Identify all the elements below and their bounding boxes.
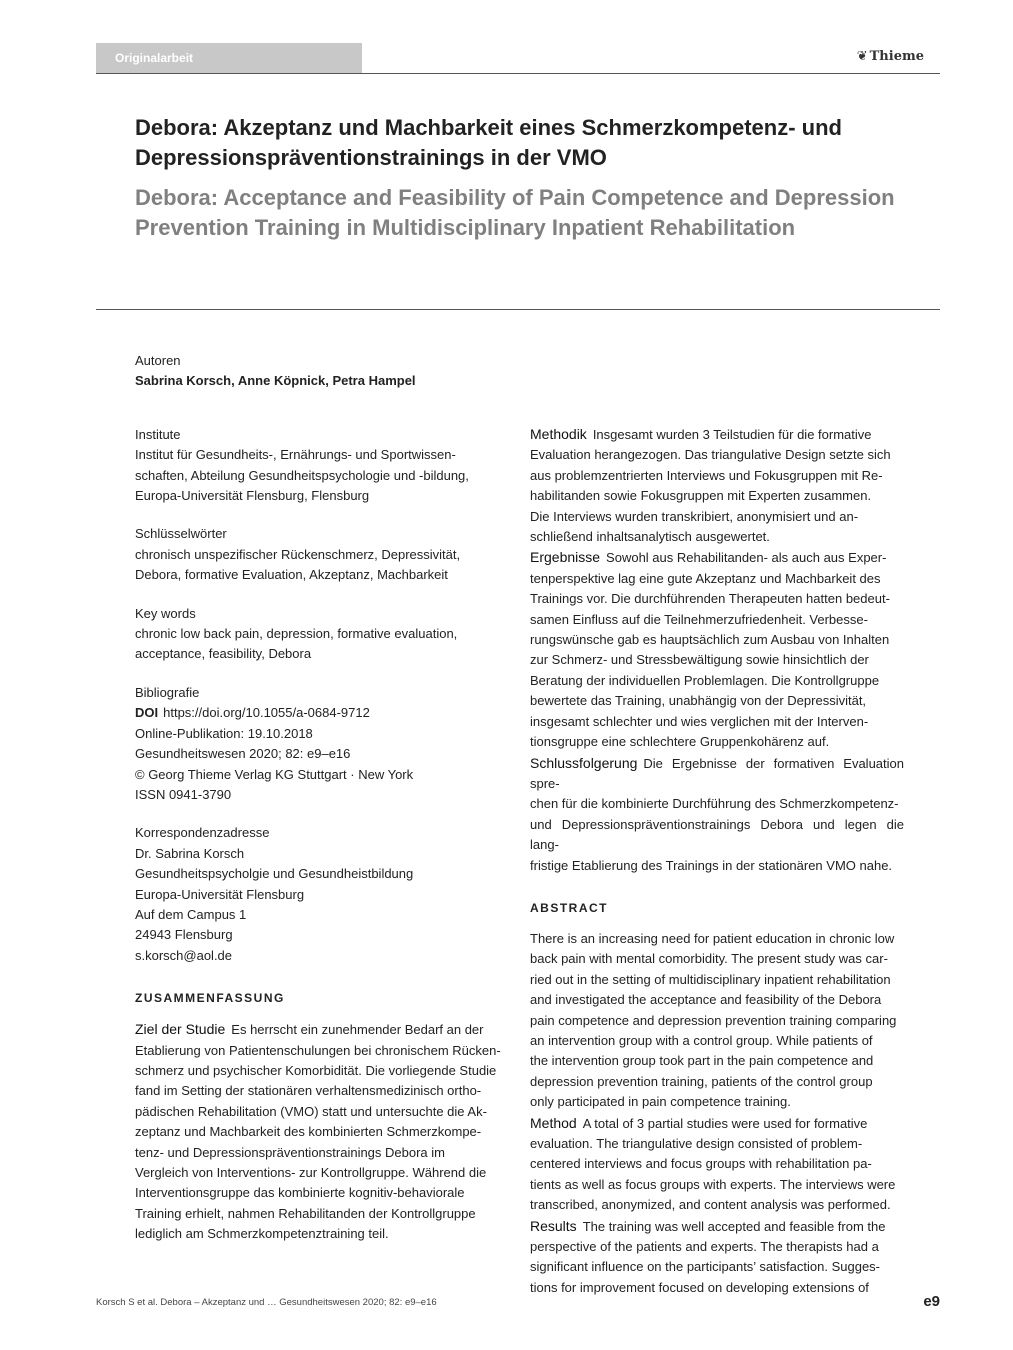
abstract-line: and investigated the acceptance and feasibility of the Debora — [530, 992, 882, 1008]
title-german: Debora: Akzeptanz und Machbarkeit eines Schmerzkompetenz- und Depressionspräventionstrainings in der VMO — [135, 115, 842, 170]
doi-link[interactable]: https://doi.org/10.1055/a-0684-9712 — [163, 705, 370, 721]
ergebnisse-line: bewertete das Training, unabhängig von der Depressivität, — [530, 693, 867, 709]
abstract-intro-paragraph — [530, 929, 904, 1113]
ergebnisse-line: Beratung der individuellen Problemlagen. Die Kontrollgruppe — [530, 672, 880, 688]
keywords-de-label: Schlüsselwörter — [135, 526, 227, 542]
methodik-line: Evaluation herangezogen. Das triangulative Design setzte sich — [530, 447, 891, 463]
bibliography-line: Online-Publikation: 19.10.2018 — [135, 725, 313, 741]
correspondence-label: Korrespondenzadresse — [135, 825, 270, 841]
correspondence-line: Gesundheitspsycholgie und Gesundheistbildung — [135, 866, 414, 882]
schluss-line: fristige Etablierung des Trainings in der stationären VMO nahe. — [530, 857, 893, 873]
schluss-line: Die Ergebnisse der formativen Evaluation spre- — [530, 755, 904, 791]
ergebnisse-label: Ergebnisse — [530, 549, 601, 566]
ergebnisse-line: insgesamt schlechter und wies verglichen mit der Interven- — [530, 713, 869, 729]
institute-line: schaften, Abteilung Gesundheitspsychologie und -bildung, — [135, 467, 469, 483]
ergebnisse-line: tenperspektive lag eine gute Akzeptanz und Machbarkeit des — [530, 570, 881, 586]
correspondence-line: 24943 Flensburg — [135, 927, 233, 943]
keywords-de-line: Debora, formative Evaluation, Akzeptanz, Machbarkeit — [135, 567, 448, 583]
publisher-brand — [857, 48, 924, 66]
abstract-line: back pain with mental comorbidity. The present study was car- — [530, 951, 888, 967]
doi-label: DOI — [135, 705, 159, 721]
ziel-line: Vergleich von Interventions- zur Kontrollgruppe. Während die — [135, 1165, 487, 1180]
methodik-paragraph — [530, 424, 904, 547]
page-number: e9 — [923, 1293, 940, 1310]
correspondence-line: Dr. Sabrina Korsch — [135, 845, 245, 861]
abstract-line: There is an increasing need for patient education in chronic low — [530, 930, 895, 946]
ergebnisse-line: zur Schmerz- und Stressbewältigung sowie hinsichtlich der — [530, 652, 869, 668]
category-label: Originalarbeit — [96, 43, 362, 73]
results-label: Results — [530, 1217, 577, 1234]
doi-line — [135, 703, 510, 723]
methodik-line: aus problemzentrierten Interviews und Fokusgruppen mit Re- — [530, 467, 883, 483]
header-divider — [96, 73, 940, 74]
keywords-en-label: Key words — [135, 605, 196, 621]
abstract-line: depression prevention training, patients of the control group — [530, 1073, 873, 1089]
title-english: Debora: Acceptance and Feasibility of Pain Competence and Depression Prevention Training in Multidisciplinary Inpatient Rehabilitation — [135, 185, 895, 240]
abstract-line: the intervention group took part in the pain competence and — [530, 1053, 874, 1069]
methodik-line: habilitanden sowie Fokusgruppen mit Experten zusammen. — [530, 488, 872, 504]
results-line: perspective of the patients and experts. The therapists had a — [530, 1239, 879, 1255]
bibliography-line: © Georg Thieme Verlag KG Stuttgart · New York — [135, 766, 414, 782]
schluss-line: chen für die kombinierte Durchführung des Schmerzkompetenz- — [530, 796, 899, 812]
ergebnisse-line: tionsgruppe eine schlechtere Gruppenkohärenz auf. — [530, 734, 830, 750]
methodik-line: Die Interviews wurden transkribiert, anonymisiert und an- — [530, 508, 859, 524]
ergebnisse-line: Trainings vor. Die durchführenden Therapeuten hatten bedeut- — [530, 591, 890, 607]
ziel-line: fand im Setting der stationären verhaltensmedizinisch ortho- — [135, 1083, 482, 1099]
results-line: The training was well accepted and feasible from the — [582, 1218, 886, 1234]
methodik-line: Insgesamt wurden 3 Teilstudien für die formative — [592, 427, 872, 442]
method-label: Method — [530, 1114, 577, 1131]
ziel-line: pädischen Rehabilitation (VMO) statt und untersuchte die Ak- — [135, 1103, 487, 1119]
keywords-en-line: acceptance, feasibility, Debora — [135, 646, 312, 662]
footer-citation: Korsch S et al. Debora – Akzeptanz und … Gesundheitswesen 2020; 82: e9–e16 — [96, 1297, 437, 1308]
keywords-de-line: chronisch unspezifischer Rückenschmerz, Depressivität, — [135, 546, 461, 562]
method-line: tients as well as focus groups with experts. The interviews were — [530, 1176, 896, 1192]
ziel-paragraph — [135, 1019, 510, 1244]
authors-label: Autoren — [135, 353, 181, 368]
method-line: centered interviews and focus groups with rehabilitation pa- — [530, 1156, 872, 1172]
bibliography-line: Gesundheitswesen 2020; 82: e9–e16 — [135, 746, 351, 762]
abstract-line: only participated in pain competence training. — [530, 1094, 791, 1110]
ziel-line: tenz- und Depressionspräventionstrainings Debora im — [135, 1144, 445, 1160]
institute-label: Institute — [135, 426, 181, 442]
ergebnisse-line: samen Einfluss auf die Teilnehmerzufriedenheit. Verbesse- — [530, 611, 868, 627]
authors-names: Sabrina Korsch, Anne Köpnick, Petra Hampel — [135, 373, 416, 389]
bibliography-label: Bibliografie — [135, 684, 200, 700]
thieme-logo-icon: ❦ — [856, 49, 868, 64]
method-line: evaluation. The triangulative design consisted of problem- — [530, 1136, 863, 1151]
ziel-line: Es herrscht ein zunehmender Bedarf an der — [231, 1022, 484, 1038]
title-divider — [96, 309, 940, 310]
left-column — [135, 351, 510, 1245]
ergebnisse-line: Sowohl aus Rehabilitanden- als auch aus Exper- — [606, 550, 887, 566]
ziel-line: lediglich am Schmerzkompetenztraining teil. — [135, 1226, 389, 1242]
abstract-results-paragraph — [530, 1216, 904, 1299]
abstract-line: pain competence and depression prevention training comparing — [530, 1012, 897, 1028]
ziel-line: schmerz und psychischer Komorbidität. Die vorliegende Studie — [135, 1062, 497, 1078]
schlussfolgerung-paragraph — [530, 753, 904, 876]
schlussfolgerung-label: Schlussfolgerung — [530, 754, 638, 771]
abstract-heading: ABSTRACT — [530, 900, 608, 915]
correspondence-line: Europa-Universität Flensburg — [135, 886, 305, 902]
results-line: significant influence on the participants’ satisfaction. Sugges- — [530, 1259, 880, 1275]
zusammenfassung-heading: ZUSAMMENFASSUNG — [135, 991, 285, 1006]
abstract-line: an intervention group with a control group. While patients of — [530, 1032, 873, 1048]
brand-name: Thieme — [869, 49, 924, 64]
keywords-en-line: chronic low back pain, depression, formative evaluation, — [135, 626, 458, 642]
abstract-method-paragraph — [530, 1113, 904, 1216]
method-line: A total of 3 partial studies were used for formative — [582, 1115, 868, 1131]
method-line: transcribed, anonymized, and content analysis was performed. — [530, 1197, 891, 1213]
institute-line: Europa-Universität Flensburg, Flensburg — [135, 488, 370, 504]
ziel-line: Etablierung von Patientenschulungen bei chronischem Rücken- — [135, 1042, 501, 1058]
correspondence-email[interactable]: s.korsch@aol.de — [135, 947, 233, 963]
ergebnisse-paragraph — [530, 547, 904, 752]
ergebnisse-line: rungswünsche gab es hauptsächlich zum Ausbau von Inhalten — [530, 632, 890, 648]
methodik-line: schließend inhaltsanalytisch ausgewertet. — [530, 529, 770, 545]
ziel-line: Interventionsgruppe das kombinierte kognitiv-behaviorale — [135, 1185, 465, 1201]
results-line: tions for improvement focused on developing extensions of — [530, 1279, 869, 1295]
abstract-line: ried out in the setting of multidisciplinary inpatient rehabilitation — [530, 971, 891, 987]
ziel-line: zeptanz und Machbarkeit des kombinierten Schmerzkompe- — [135, 1124, 482, 1140]
correspondence-line: Auf dem Campus 1 — [135, 906, 247, 922]
institute-line: Institut für Gesundheits-, Ernährungs- und Sportwissen- — [135, 447, 456, 463]
bibliography-line: ISSN 0941-3790 — [135, 786, 232, 802]
methodik-label: Methodik — [530, 426, 587, 442]
ziel-line: Training erhielt, nahmen Rehabilitanden der Kontrollgruppe — [135, 1205, 476, 1221]
schluss-line: und Depressionspräventionstrainings Debora und legen die lang- — [530, 816, 904, 853]
ziel-label: Ziel der Studie — [135, 1021, 226, 1038]
right-column — [530, 424, 904, 1298]
